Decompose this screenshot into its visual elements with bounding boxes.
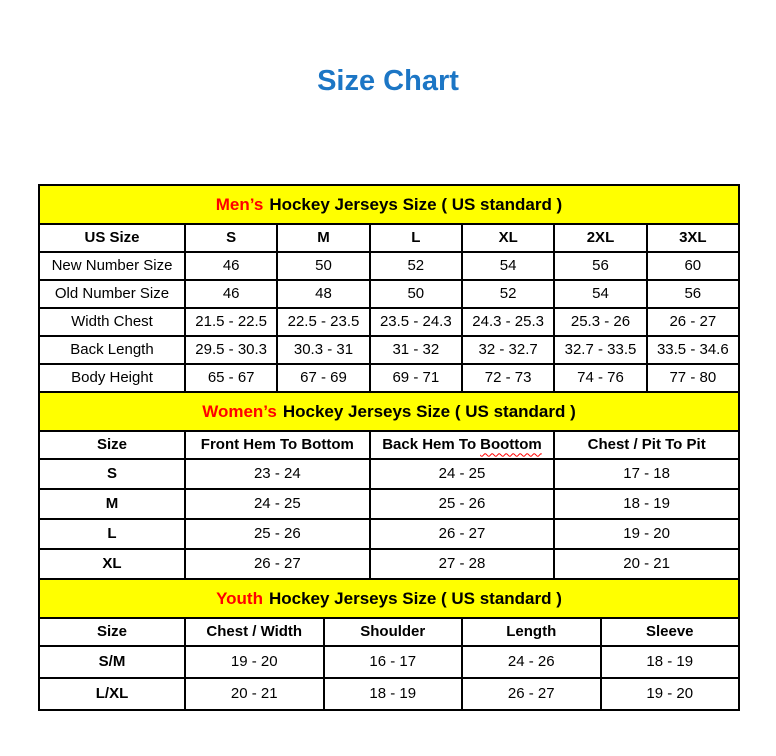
table-cell: 26 - 27 (462, 678, 601, 710)
column-header: Shoulder (324, 618, 463, 646)
mens-size-table (38, 184, 740, 393)
womens-section-banner (39, 392, 739, 431)
table-cell: 46 (185, 252, 277, 280)
table-cell: 32 - 32.7 (462, 336, 554, 364)
table-cell: 20 - 21 (554, 549, 739, 579)
table-cell: 32.7 - 33.5 (554, 336, 646, 364)
table-cell: 69 - 71 (370, 364, 462, 392)
row-label: New Number Size (39, 252, 185, 280)
table-row (39, 489, 739, 519)
table-cell: 24 - 25 (185, 489, 370, 519)
table-cell: 52 (370, 252, 462, 280)
table-cell: 31 - 32 (370, 336, 462, 364)
youth-section-title (39, 579, 739, 618)
table-cell: 20 - 21 (185, 678, 324, 710)
youth-header-row (39, 618, 739, 646)
column-header: 2XL (554, 224, 646, 252)
row-label: Old Number Size (39, 280, 185, 308)
youth-section-rest: Hockey Jerseys Size ( US standard ) (268, 588, 562, 608)
page-title: Size Chart (317, 65, 459, 97)
womens-section-title (39, 392, 739, 431)
row-label: L (39, 519, 185, 549)
table-row (39, 336, 739, 364)
column-header: Chest / Width (185, 618, 324, 646)
womens-section-highlight: Women’s (202, 401, 277, 421)
table-cell: 18 - 19 (601, 646, 740, 678)
size-chart (38, 184, 740, 711)
womens-header-row (39, 431, 739, 459)
table-cell: 29.5 - 30.3 (185, 336, 277, 364)
column-header: US Size (39, 224, 185, 252)
table-cell: 50 (370, 280, 462, 308)
mens-section-highlight: Men’s (215, 194, 264, 214)
table-row (39, 364, 739, 392)
column-header: Front Hem To Bottom (185, 431, 370, 459)
womens-section-rest: Hockey Jerseys Size ( US standard ) (282, 401, 576, 421)
table-cell: 33.5 - 34.6 (647, 336, 739, 364)
row-label: S/M (39, 646, 185, 678)
row-label: Width Chest (39, 308, 185, 336)
table-cell: 17 - 18 (554, 459, 739, 489)
youth-section-banner (39, 579, 739, 618)
column-header-text: Back Hem To (382, 436, 477, 454)
misspelled-word: Boottom (480, 436, 542, 454)
table-cell: 25 - 26 (370, 489, 555, 519)
table-cell: 24 - 26 (462, 646, 601, 678)
table-cell: 26 - 27 (370, 519, 555, 549)
row-label: Back Length (39, 336, 185, 364)
table-row (39, 252, 739, 280)
column-header: Length (462, 618, 601, 646)
table-cell: 74 - 76 (554, 364, 646, 392)
table-row (39, 308, 739, 336)
table-cell: 56 (647, 280, 739, 308)
table-cell: 18 - 19 (324, 678, 463, 710)
table-cell: 25.3 - 26 (554, 308, 646, 336)
table-cell: 67 - 69 (277, 364, 369, 392)
column-header: L (370, 224, 462, 252)
table-cell: 24 - 25 (370, 459, 555, 489)
table-cell: 30.3 - 31 (277, 336, 369, 364)
row-label: Body Height (39, 364, 185, 392)
table-row (39, 280, 739, 308)
mens-section-banner (39, 185, 739, 224)
table-cell: 19 - 20 (185, 646, 324, 678)
table-cell: 19 - 20 (554, 519, 739, 549)
table-cell: 26 - 27 (185, 549, 370, 579)
row-label: L/XL (39, 678, 185, 710)
table-cell: 54 (462, 252, 554, 280)
column-header: Sleeve (601, 618, 740, 646)
table-cell: 23.5 - 24.3 (370, 308, 462, 336)
womens-size-table (38, 391, 740, 580)
column-header: 3XL (647, 224, 739, 252)
table-cell: 19 - 20 (601, 678, 740, 710)
table-cell: 52 (462, 280, 554, 308)
table-cell: 18 - 19 (554, 489, 739, 519)
column-header-misspelled (370, 431, 555, 459)
table-cell: 22.5 - 23.5 (277, 308, 369, 336)
table-cell: 65 - 67 (185, 364, 277, 392)
table-row (39, 646, 739, 678)
table-cell: 23 - 24 (185, 459, 370, 489)
table-cell: 27 - 28 (370, 549, 555, 579)
column-header: Size (39, 618, 185, 646)
youth-section-highlight: Youth (216, 588, 263, 608)
table-cell: 60 (647, 252, 739, 280)
row-label: S (39, 459, 185, 489)
table-cell: 24.3 - 25.3 (462, 308, 554, 336)
table-cell: 48 (277, 280, 369, 308)
mens-header-row (39, 224, 739, 252)
table-cell: 16 - 17 (324, 646, 463, 678)
row-label: XL (39, 549, 185, 579)
mens-section-rest: Hockey Jerseys Size ( US standard ) (269, 194, 563, 214)
column-header: Chest / Pit To Pit (554, 431, 739, 459)
table-cell: 50 (277, 252, 369, 280)
column-header: S (185, 224, 277, 252)
column-header: M (277, 224, 369, 252)
table-cell: 25 - 26 (185, 519, 370, 549)
column-header: XL (462, 224, 554, 252)
table-row (39, 459, 739, 489)
table-cell: 77 - 80 (647, 364, 739, 392)
table-cell: 46 (185, 280, 277, 308)
table-row (39, 549, 739, 579)
table-cell: 21.5 - 22.5 (185, 308, 277, 336)
table-cell: 26 - 27 (647, 308, 739, 336)
table-cell: 54 (554, 280, 646, 308)
row-label: M (39, 489, 185, 519)
table-row (39, 678, 739, 710)
column-header: Size (39, 431, 185, 459)
table-row (39, 519, 739, 549)
table-cell: 72 - 73 (462, 364, 554, 392)
youth-size-table (38, 578, 740, 711)
table-cell: 56 (554, 252, 646, 280)
mens-section-title (39, 185, 739, 224)
